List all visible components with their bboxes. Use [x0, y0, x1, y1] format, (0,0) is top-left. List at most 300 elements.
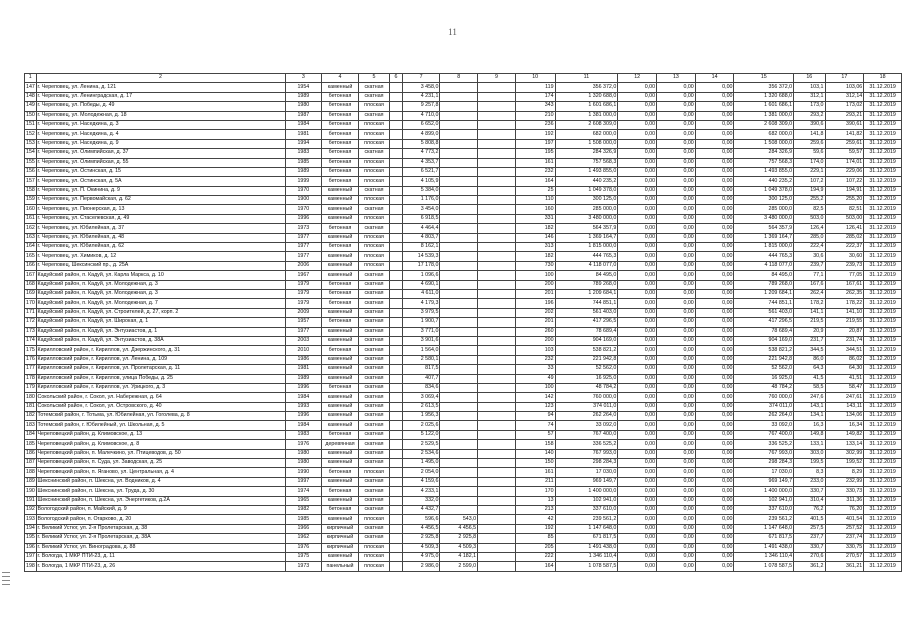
table-cell: 0,00 [618, 515, 657, 524]
table-cell [440, 459, 478, 468]
table-cell: 31.12.2019 [864, 543, 902, 552]
table-cell [440, 92, 478, 101]
table-cell: 192 [25, 505, 37, 514]
table-cell [390, 355, 403, 364]
table-cell [390, 327, 403, 336]
table-cell: 147 [25, 83, 37, 92]
table-cell: 330,75 [825, 543, 864, 552]
table-cell: 0,00 [695, 158, 734, 167]
table-cell: 165 [25, 252, 37, 261]
table-cell: 31.12.2019 [864, 158, 902, 167]
table-cell: 3 069,4 [402, 393, 440, 402]
table-cell: 31.12.2019 [864, 92, 902, 101]
table-cell: 31.12.2019 [864, 83, 902, 92]
table-cell [440, 271, 478, 280]
table-cell: 0,00 [657, 524, 696, 533]
table-cell: 0,00 [657, 83, 696, 92]
table-cell: каменный [322, 459, 359, 468]
table-cell: 31.12.2019 [864, 355, 902, 364]
table-cell: 213 [515, 505, 555, 514]
table-cell: 31.12.2019 [864, 299, 902, 308]
table-cell: 0,00 [618, 346, 657, 355]
table-row [25, 383, 902, 392]
table-cell: бетонная [322, 139, 359, 148]
table-cell [478, 120, 516, 129]
table-cell: каменный [322, 327, 359, 336]
table-cell: 1 369 164,7 [734, 233, 794, 242]
table-cell: 170 [25, 299, 37, 308]
table-cell: 4 611,0 [402, 289, 440, 298]
table-cell [390, 477, 403, 486]
table-cell: 1979 [285, 289, 322, 298]
table-cell: 183 [25, 421, 37, 430]
table-cell: 151 [25, 120, 37, 129]
table-cell: 142 [515, 393, 555, 402]
table-cell [390, 534, 403, 543]
table-cell: 0,00 [657, 261, 696, 270]
table-cell [390, 92, 403, 101]
table-cell: плоская [358, 243, 389, 252]
address-cell: Кадуйский район, п. Кадуй, ул. Карла Маркса, д. 10 [36, 271, 285, 280]
page-number: 11 [448, 27, 457, 37]
table-row [25, 562, 902, 571]
table-cell: 133,1 [794, 440, 825, 449]
table-cell: 0,00 [657, 102, 696, 111]
table-cell: 0,00 [618, 440, 657, 449]
table-cell: 17 030,0 [734, 468, 794, 477]
column-number: 13 [657, 74, 696, 83]
table-cell: 1 508 000,0 [555, 139, 618, 148]
table-cell: 0,00 [618, 271, 657, 280]
table-cell: 0,00 [695, 177, 734, 186]
table-cell: 1954 [285, 83, 322, 92]
table-cell: 221 942,8 [555, 355, 618, 364]
address-cell: Череповецкий район, п. Малечкино, ул. Птицеводов, д. 50 [36, 449, 285, 458]
table-cell: 31.12.2019 [864, 336, 902, 345]
table-cell: 119 [515, 83, 555, 92]
table-cell: 1 400 000,0 [555, 487, 618, 496]
table-row [25, 299, 902, 308]
table-cell: скатная [358, 412, 389, 421]
table-cell: 310,4 [794, 496, 825, 505]
table-cell [390, 83, 403, 92]
table-cell [390, 402, 403, 411]
table-cell: бетонная [322, 149, 359, 158]
table-row [25, 440, 902, 449]
table-row [25, 83, 902, 92]
table-cell: 1981 [285, 365, 322, 374]
table-row [25, 111, 902, 120]
table-cell: 1 601 686,1 [734, 102, 794, 111]
table-cell: 86,02 [825, 355, 864, 364]
table-cell: 41,5 [794, 374, 825, 383]
table-cell: 1970 [285, 205, 322, 214]
table-cell: панельный [322, 562, 359, 571]
table-row [25, 130, 902, 139]
table-cell: 1 078 587,5 [734, 562, 794, 571]
table-cell: 596,6 [402, 515, 440, 524]
table-cell: 0,00 [618, 149, 657, 158]
table-cell: 0,00 [695, 167, 734, 176]
table-cell: 31.12.2019 [864, 346, 902, 355]
table-cell: 1979 [285, 299, 322, 308]
table-cell: 4 233,1 [402, 487, 440, 496]
address-cell: Кадуйский район, п. Кадуй, ул. Молодежная, д. 3 [36, 280, 285, 289]
table-cell: 0,00 [657, 515, 696, 524]
table-cell: 107,2 [794, 177, 825, 186]
table-cell: 31.12.2019 [864, 224, 902, 233]
table-cell: 0,00 [618, 402, 657, 411]
address-cell: г. Череповец, ул. Наседкина, д. 4 [36, 130, 285, 139]
table-cell: 1984 [285, 421, 322, 430]
table-cell [478, 449, 516, 458]
table-cell: 1975 [285, 552, 322, 561]
column-number: 9 [478, 74, 516, 83]
table-cell [478, 393, 516, 402]
table-cell: 0,00 [657, 355, 696, 364]
table-cell: 1 900,7 [402, 318, 440, 327]
table-cell: 337 610,0 [734, 505, 794, 514]
table-cell [478, 130, 516, 139]
table-cell: 126,4 [794, 224, 825, 233]
table-cell: 30,6 [794, 252, 825, 261]
table-cell: бетонная [322, 430, 359, 439]
table-cell: 1970 [285, 186, 322, 195]
table-cell: 0,00 [695, 477, 734, 486]
table-cell: 1980 [285, 102, 322, 111]
table-cell: 202 [515, 308, 555, 317]
table-row [25, 243, 902, 252]
table-cell [478, 214, 516, 223]
table-cell: 188 [25, 468, 37, 477]
table-cell: 1 346 110,4 [734, 552, 794, 561]
table-cell: 134,06 [825, 412, 864, 421]
address-cell: г. Череповец, ул. П. Окинина, д. 9 [36, 186, 285, 195]
table-cell: скатная [358, 346, 389, 355]
table-cell: 760 000,0 [734, 393, 794, 402]
table-cell: 0,00 [657, 289, 696, 298]
table-cell: 298 284,3 [734, 459, 794, 468]
table-cell [440, 327, 478, 336]
table-cell: 4 118 077,0 [734, 261, 794, 270]
table-cell: 52 562,0 [734, 365, 794, 374]
table-cell: 76,20 [825, 505, 864, 514]
table-cell: каменный [322, 196, 359, 205]
table-cell: скатная [358, 280, 389, 289]
table-cell: 141,1 [794, 308, 825, 317]
table-cell [390, 459, 403, 468]
column-number: 6 [390, 74, 403, 83]
table-cell: 0,00 [657, 562, 696, 571]
table-cell: скатная [358, 393, 389, 402]
table-row [25, 205, 902, 214]
table-cell: 164 [25, 243, 37, 252]
table-cell: 0,00 [618, 186, 657, 195]
table-cell: 229,06 [825, 167, 864, 176]
table-cell: 146 [515, 233, 555, 242]
table-cell: 239,73 [825, 261, 864, 270]
table-cell: 0,00 [618, 120, 657, 129]
table-cell: скатная [358, 83, 389, 92]
table-cell: 194 [25, 524, 37, 533]
table-cell: 52 562,0 [555, 365, 618, 374]
table-cell: 0,00 [657, 412, 696, 421]
table-cell: 100 [515, 271, 555, 280]
address-cell: Череповецкий район, д. Климовское, д. 13 [36, 430, 285, 439]
table-cell: 31.12.2019 [864, 430, 902, 439]
table-cell: 4 456,5 [440, 524, 478, 533]
table-cell: 0,00 [695, 280, 734, 289]
table-row [25, 214, 902, 223]
table-row [25, 92, 902, 101]
table-cell: 4 509,3 [440, 543, 478, 552]
table-cell [478, 318, 516, 327]
table-cell: 100 [515, 383, 555, 392]
table-cell: 1 508 000,0 [734, 139, 794, 148]
table-cell: 1 564,0 [402, 346, 440, 355]
table-cell: 0,00 [618, 534, 657, 543]
address-cell: г. Череповец, ул. Химиков, д. 12 [36, 252, 285, 261]
table-cell: плоская [358, 177, 389, 186]
table-cell: 134,1 [794, 412, 825, 421]
table-cell: 538 821,2 [555, 346, 618, 355]
table-cell: 199,52 [825, 459, 864, 468]
table-cell [478, 83, 516, 92]
table-cell: 312,14 [825, 92, 864, 101]
table-cell: 16 925,0 [734, 374, 794, 383]
address-cell: г. Череповец, ул. Юбилейная, д. 37 [36, 224, 285, 233]
table-cell [478, 186, 516, 195]
table-cell: 0,00 [618, 158, 657, 167]
table-cell: 1 147 648,0 [734, 524, 794, 533]
table-cell: 31.12.2019 [864, 243, 902, 252]
table-cell: 149,8 [794, 430, 825, 439]
table-cell: 174,01 [825, 158, 864, 167]
address-cell: г. Череповец, ул. Юбилейная, д. 62 [36, 243, 285, 252]
table-cell: 64,30 [825, 365, 864, 374]
table-cell: 222 [515, 552, 555, 561]
table-cell: кирпичный [322, 534, 359, 543]
table-cell: 330,73 [825, 487, 864, 496]
table-cell [440, 280, 478, 289]
table-cell [478, 468, 516, 477]
table-cell: 0,00 [657, 365, 696, 374]
table-cell: 186 [25, 449, 37, 458]
table-cell: 1993 [285, 402, 322, 411]
table-cell: 174 [515, 92, 555, 101]
table-cell: 187 [25, 459, 37, 468]
table-cell: 0,00 [695, 543, 734, 552]
table-cell: 0,00 [618, 365, 657, 374]
table-cell: 1973 [285, 562, 322, 571]
table-cell: 0,00 [618, 505, 657, 514]
table-cell: 77,05 [825, 271, 864, 280]
table-cell [478, 280, 516, 289]
table-row [25, 139, 902, 148]
table-cell: каменный [322, 186, 359, 195]
table-cell: 173,0 [794, 102, 825, 111]
table-cell: 1 381 000,0 [734, 111, 794, 120]
table-cell: 1 956,3 [402, 412, 440, 421]
table-cell: плоская [358, 261, 389, 270]
address-cell: г. Череповец, ул. Наседкина, д. 3 [36, 120, 285, 129]
table-cell: 0,00 [618, 261, 657, 270]
table-cell: 94 [515, 412, 555, 421]
table-cell: бетонная [322, 92, 359, 101]
table-cell: 31.12.2019 [864, 196, 902, 205]
table-cell: 1989 [285, 167, 322, 176]
table-cell: 205 [515, 543, 555, 552]
table-cell: бетонная [322, 111, 359, 120]
table-cell [478, 243, 516, 252]
table-cell [390, 102, 403, 111]
table-cell: 84 495,0 [555, 271, 618, 280]
table-cell: 0,00 [695, 552, 734, 561]
table-cell [390, 233, 403, 242]
table-cell: 0,00 [618, 224, 657, 233]
table-cell [440, 477, 478, 486]
table-cell: 259,61 [825, 139, 864, 148]
table-cell: 190 [25, 487, 37, 496]
table-cell: 2009 [285, 308, 322, 317]
table-cell: 0,00 [657, 271, 696, 280]
table-cell: 0,00 [618, 449, 657, 458]
table-cell: каменный [322, 421, 359, 430]
table-cell [478, 543, 516, 552]
table-cell [440, 440, 478, 449]
table-cell: 58,5 [794, 383, 825, 392]
table-cell: 2 613,5 [402, 402, 440, 411]
table-cell [478, 205, 516, 214]
table-cell: 257,52 [825, 524, 864, 533]
table-cell: 1 320 688,0 [734, 92, 794, 101]
table-cell: 0,00 [657, 543, 696, 552]
table-cell: 4 456,5 [402, 524, 440, 533]
table-row [25, 365, 902, 374]
table-cell: каменный [322, 374, 359, 383]
table-cell: 195 [515, 149, 555, 158]
table-cell: 1 815 000,0 [555, 243, 618, 252]
table-cell: 401,54 [825, 515, 864, 524]
table-cell: 1985 [285, 158, 322, 167]
table-cell: 17 030,0 [555, 468, 618, 477]
table-row [25, 505, 902, 514]
table-cell: 1983 [285, 430, 322, 439]
table-cell: 0,00 [695, 534, 734, 543]
table-cell [478, 308, 516, 317]
table-cell [478, 167, 516, 176]
table-cell: 16,3 [794, 421, 825, 430]
table-cell: 31.12.2019 [864, 233, 902, 242]
table-cell: каменный [322, 336, 359, 345]
table-cell [390, 318, 403, 327]
table-cell: бетонная [322, 177, 359, 186]
table-row [25, 271, 902, 280]
table-cell [478, 271, 516, 280]
table-cell: скатная [358, 224, 389, 233]
table-cell: бетонная [322, 130, 359, 139]
table-cell: кирпичный [322, 543, 359, 552]
table-cell [390, 383, 403, 392]
address-cell: г. Великий Устюг, ул. Виноградова, д. 88 [36, 543, 285, 552]
table-cell: 2 599,0 [440, 562, 478, 571]
table-cell: бетонная [322, 299, 359, 308]
table-cell [390, 289, 403, 298]
table-cell [440, 205, 478, 214]
table-row [25, 196, 902, 205]
table-cell: 744 851,1 [555, 299, 618, 308]
table-cell [440, 412, 478, 421]
table-cell [440, 289, 478, 298]
table-cell: 103,1 [794, 83, 825, 92]
table-cell: 4 509,3 [402, 543, 440, 552]
address-cell: Кадуйский район, п. Кадуй, ул. Энтузиастов, д. 38А [36, 336, 285, 345]
table-cell: 150 [515, 459, 555, 468]
table-cell: 1979 [285, 280, 322, 289]
table-cell: 31.12.2019 [864, 214, 902, 223]
table-cell: 0,00 [695, 233, 734, 242]
table-cell: 161 [515, 468, 555, 477]
table-cell: бетонная [322, 158, 359, 167]
column-number: 15 [734, 74, 794, 83]
table-cell: плоская [358, 233, 389, 242]
table-cell: 0,00 [618, 167, 657, 176]
table-cell: 176 [25, 355, 37, 364]
table-cell: 198 [25, 562, 37, 571]
table-cell: 760 000,0 [555, 393, 618, 402]
table-row [25, 543, 902, 552]
table-cell: 1994 [285, 139, 322, 148]
table-cell: 5 122,0 [402, 430, 440, 439]
table-cell: 3 454,0 [402, 205, 440, 214]
table-cell: 671 817,5 [734, 534, 794, 543]
table-cell: 1 493 855,0 [555, 167, 618, 176]
table-cell: 196 [25, 543, 37, 552]
table-cell: 219,55 [825, 318, 864, 327]
table-row [25, 186, 902, 195]
table-row [25, 524, 902, 533]
table-cell: 1 369 164,7 [555, 233, 618, 242]
table-cell: 1989 [285, 92, 322, 101]
table-cell: 222,37 [825, 243, 864, 252]
table-cell: 0,00 [695, 243, 734, 252]
table-cell: бетонная [322, 243, 359, 252]
table-cell: 31.12.2019 [864, 186, 902, 195]
table-cell: 300 125,0 [734, 196, 794, 205]
table-cell: каменный [322, 402, 359, 411]
table-cell: 0,00 [657, 111, 696, 120]
table-cell: 103,06 [825, 83, 864, 92]
table-cell [390, 261, 403, 270]
table-row [25, 233, 902, 242]
table-cell: 0,00 [695, 261, 734, 270]
table-cell: 42 [515, 515, 555, 524]
table-cell: 0,00 [695, 496, 734, 505]
table-cell: скатная [358, 355, 389, 364]
table-cell: 236 [515, 120, 555, 129]
table-cell [478, 412, 516, 421]
table-cell: скатная [358, 505, 389, 514]
address-cell: г. Череповец, ул. Олимпийская, д. 55 [36, 158, 285, 167]
address-cell: Кадуйский район, п. Кадуй, ул. Молодежная, д. 7 [36, 299, 285, 308]
table-cell: 1996 [285, 214, 322, 223]
table-cell: 123 [515, 402, 555, 411]
table-cell: плоская [358, 252, 389, 261]
column-number: 8 [440, 74, 478, 83]
table-cell: 0,00 [618, 205, 657, 214]
table-cell: 564 357,9 [555, 224, 618, 233]
table-cell: 0,00 [657, 243, 696, 252]
